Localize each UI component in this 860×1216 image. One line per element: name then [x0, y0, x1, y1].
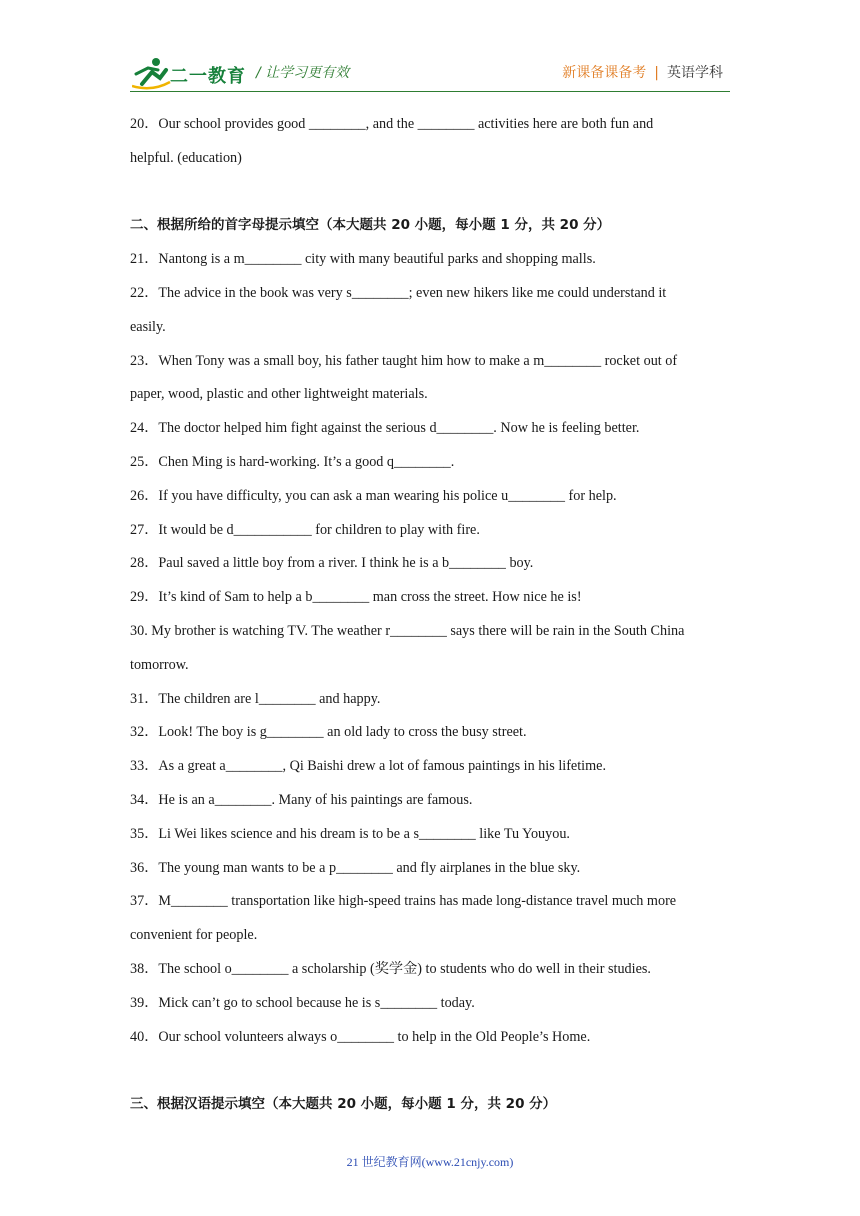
question-38: 38．The school o________ a scholarship (奖学金) to students who do well in their studies.	[130, 960, 651, 977]
question-26: 26．If you have difficulty, you can ask a man wearing his police u________ for help.	[130, 487, 617, 504]
header-subject-label: 英语学科	[667, 65, 723, 81]
question-24: 24．The doctor helped him fight against the serious d________. Now he is feeling better.	[130, 420, 640, 437]
page-footer: 21 世纪教育网(www.21cnjy.com)	[346, 1155, 514, 1169]
question-32: 32．Look! The boy is g________ an old lady to cross the busy street.	[130, 724, 527, 741]
question-36: 36．The young man wants to be a p________ and fly airplanes in the blue sky.	[130, 859, 581, 876]
spacer	[130, 1054, 732, 1088]
question-28: 28．Paul saved a little boy from a river. I think he is a b________ boy.	[130, 555, 534, 572]
question-21: 21．Nantong is a m________ city with many beautiful parks and shopping malls.	[130, 251, 596, 268]
header-course-label: 新课备课备考	[562, 65, 647, 81]
question-20-line-1: 20．Our school provides good ________, and the ________ activities here are both fun and	[130, 116, 654, 132]
question-30-line-2: tomorrow.	[130, 656, 189, 673]
page-header	[0, 0, 860, 96]
document-body	[130, 108, 732, 1122]
question-27: 27．It would be d___________ for children to play with fire.	[130, 521, 480, 538]
section-2-heading: 二、根据所给的首字母提示填空（本大题共 20 小题，每小题 1 分，共 20 分）	[130, 217, 611, 234]
section-3-heading: 三、根据汉语提示填空（本大题共 20 小题，每小题 1 分，共 20 分）	[130, 1096, 557, 1113]
question-31: 31．The children are l________ and happy.	[130, 690, 381, 707]
header-divider	[130, 91, 730, 92]
question-25: 25．Chen Ming is hard-working. It’s a good q________.	[130, 453, 455, 470]
question-37-line-2: convenient for people.	[130, 927, 258, 944]
question-37-line-1: 37．M________ transportation like high-speed trains has made long-distance travel much more	[130, 893, 677, 910]
question-22-line-1: 22．The advice in the book was very s________; even new hikers like me could understand it	[130, 284, 667, 301]
question-30-line-1: 30. My brother is watching TV. The weather r________ says there will be rain in the South China	[130, 622, 685, 639]
question-20-line-2: helpful. (education)	[130, 149, 242, 166]
logo-text: 二一教育	[170, 66, 246, 87]
question-29: 29．It’s kind of Sam to help a b________ man cross the street. How nice he is!	[130, 589, 582, 606]
slogan: / 让学习更有效	[256, 65, 350, 81]
spacer	[130, 176, 732, 210]
question-34: 34．He is an a________. Many of his paintings are famous.	[130, 791, 473, 808]
header-right	[562, 62, 723, 82]
question-39: 39．Mick can’t go to school because he is s________ today.	[130, 994, 475, 1011]
question-23-line-1: 23．When Tony was a small boy, his father taught him how to make a m________ rocket out of	[130, 352, 678, 369]
question-22-line-2: easily.	[130, 318, 166, 335]
header-separator: |	[654, 65, 659, 81]
question-35: 35．Li Wei likes science and his dream is to be a s________ like Tu Youyou.	[130, 825, 570, 842]
question-40: 40．Our school volunteers always o________ to help in the Old People’s Home.	[130, 1028, 591, 1045]
question-33: 33．As a great a________, Qi Baishi drew a lot of famous paintings in his lifetime.	[130, 758, 606, 775]
question-23-line-2: paper, wood, plastic and other lightweight materials.	[130, 386, 428, 403]
